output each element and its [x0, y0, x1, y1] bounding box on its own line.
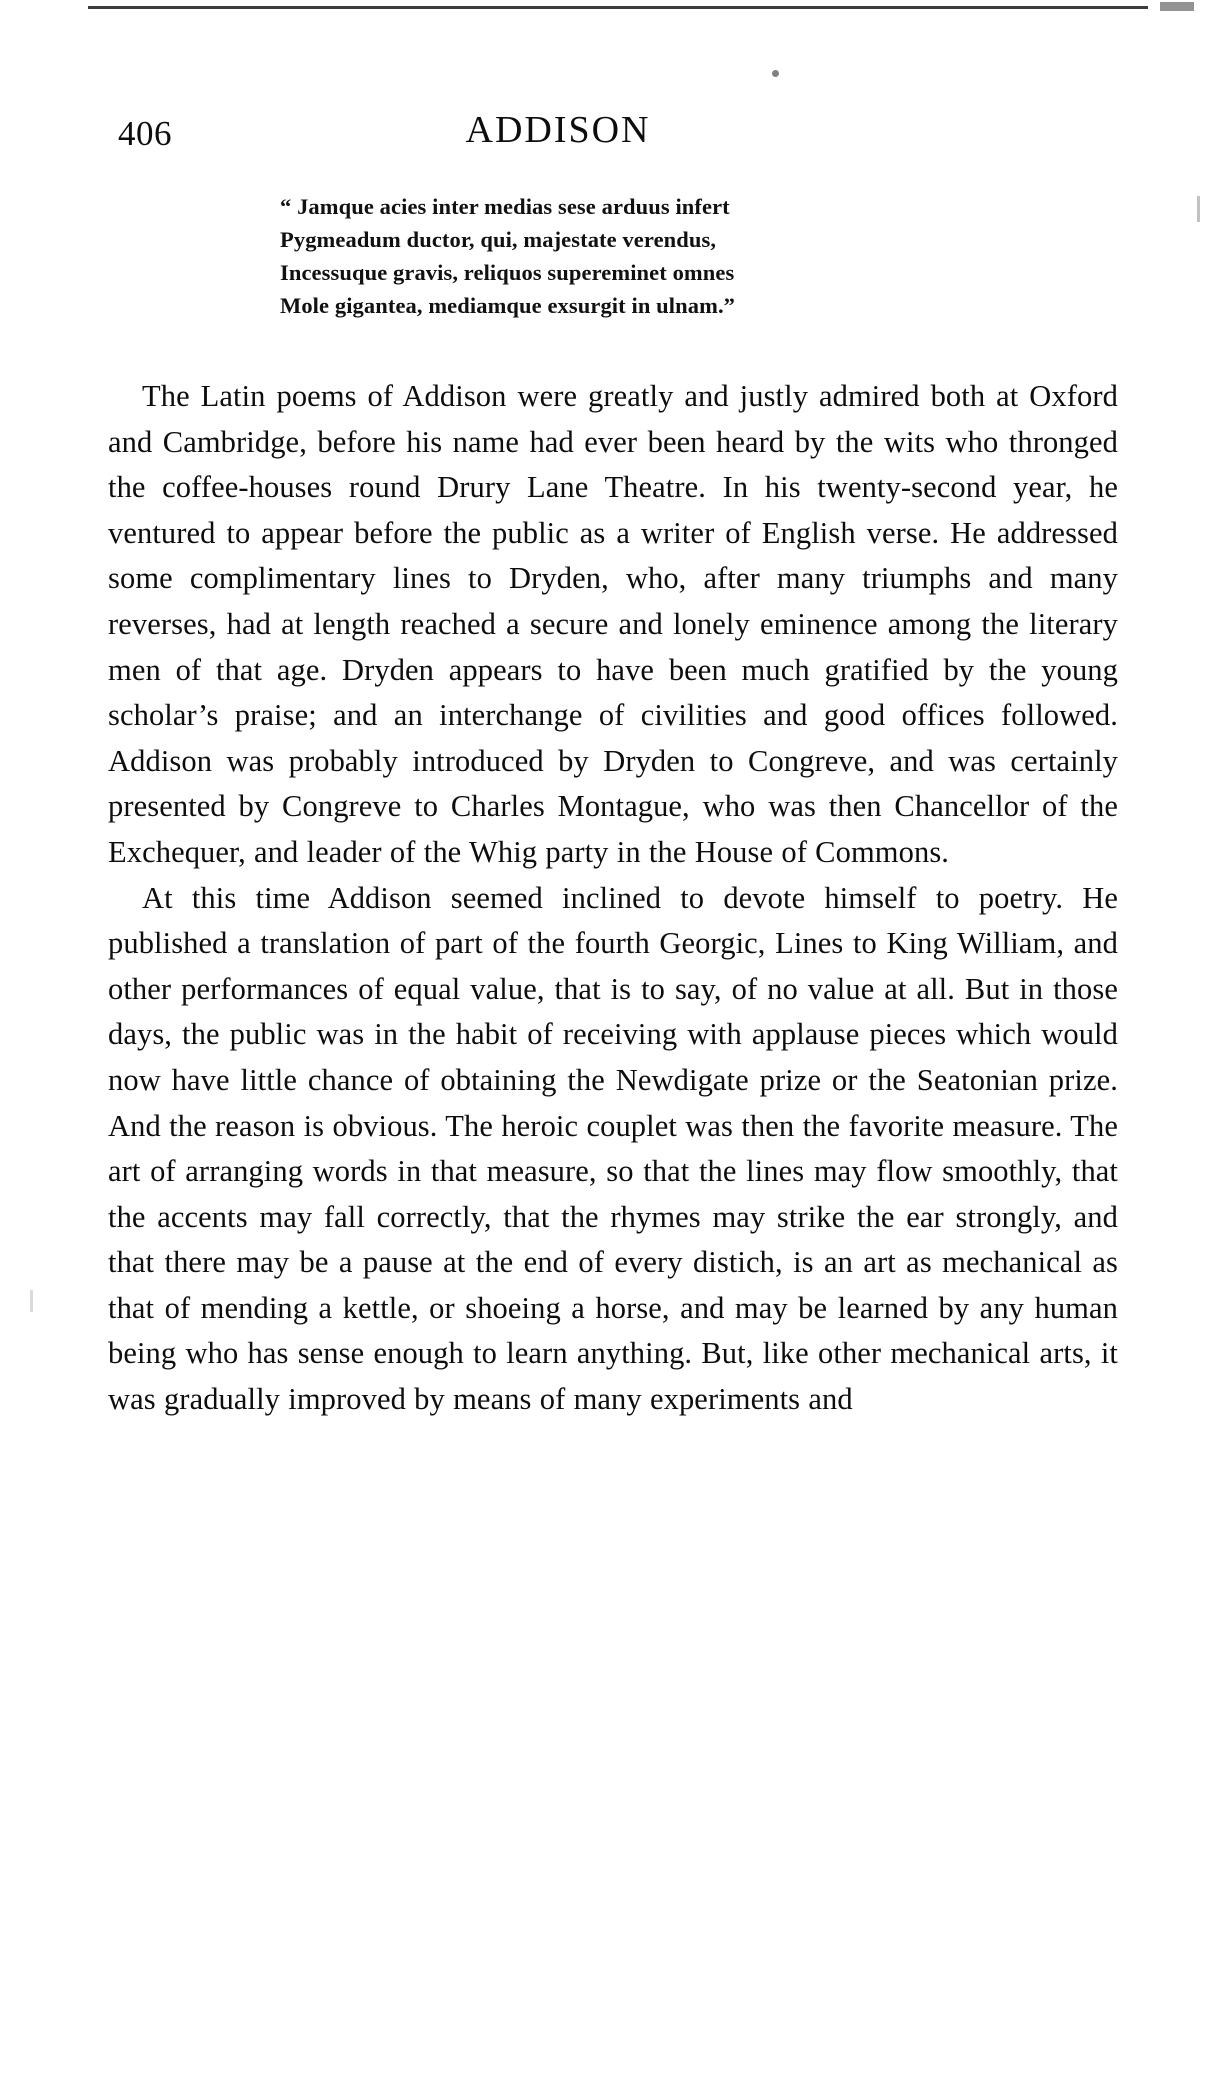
latin-verse-quotation [280, 190, 980, 322]
page-edge-mark-left [30, 1290, 33, 1312]
verse-line: “ Jamque acies inter medias sese arduus infert [280, 194, 730, 219]
paragraph-text: At this time Addison seemed inclined to devote himself to poetry. He published a translation of part of the fourth Georgic, Lines to King William, and other performances of equal value, that is to say, of no value at all. But in those days, the public was in the habit of receiving with applause pieces which would now have little chance of obtaining the Newdigate prize or the Seatonian prize. And the reason is obvious. The heroic couplet was then the favorite measure. The art of arranging words in that measure, so that the lines may flow smoothly, that the accents may fall correctly, that the rhymes may strike the ear strongly, and that there may be a pause at the end of every distich, is an art as mechanical as that of mending a kettle, or shoeing a horse, and may be learned by any human being who has sense enough to learn anything. But, like other mechanical arts, it was gradually improved by means of many experiments and [108, 880, 1118, 1417]
running-head-title: ADDISON [465, 109, 651, 151]
paragraph [108, 374, 1118, 876]
verse-line: Incessuque gravis, reliquos supereminet omnes [280, 260, 735, 285]
paragraph-text: The Latin poems of Addison were greatly and justly admired both at Oxford and Cambridge, before his name had ever been heard by the wits who thronged the coffee-houses round Drury Lane Theatre. In his twenty-second year, he ventured to appear before the public as a writer of English verse. He addressed some complimentary lines to Dryden, who, after many triumphs and many reverses, had at length reached a secure and lonely eminence among the literary men of that age. Dryden appears to have been much gratified by the young scholar’s praise; and an interchange of civilities and good offices followed. Addison was probably introduced by Dryden to Congreve, and was certainly presented by Congreve to Charles Montague, who was then Chancellor of the Exchequer, and leader of the Whig party in the House of Commons. [108, 379, 1118, 869]
body-text [108, 374, 1118, 1423]
page-number: 406 [118, 114, 172, 153]
verse-line: Pygmeadum ductor, qui, majestate verendus, [280, 227, 717, 252]
paragraph [108, 876, 1118, 1423]
scan-speck [772, 70, 779, 77]
verse-line: Mole gigantea, mediamque exsurgit in ulnam.” [280, 293, 736, 318]
page-header [118, 108, 1118, 158]
page-edge-mark-right [1197, 196, 1200, 222]
